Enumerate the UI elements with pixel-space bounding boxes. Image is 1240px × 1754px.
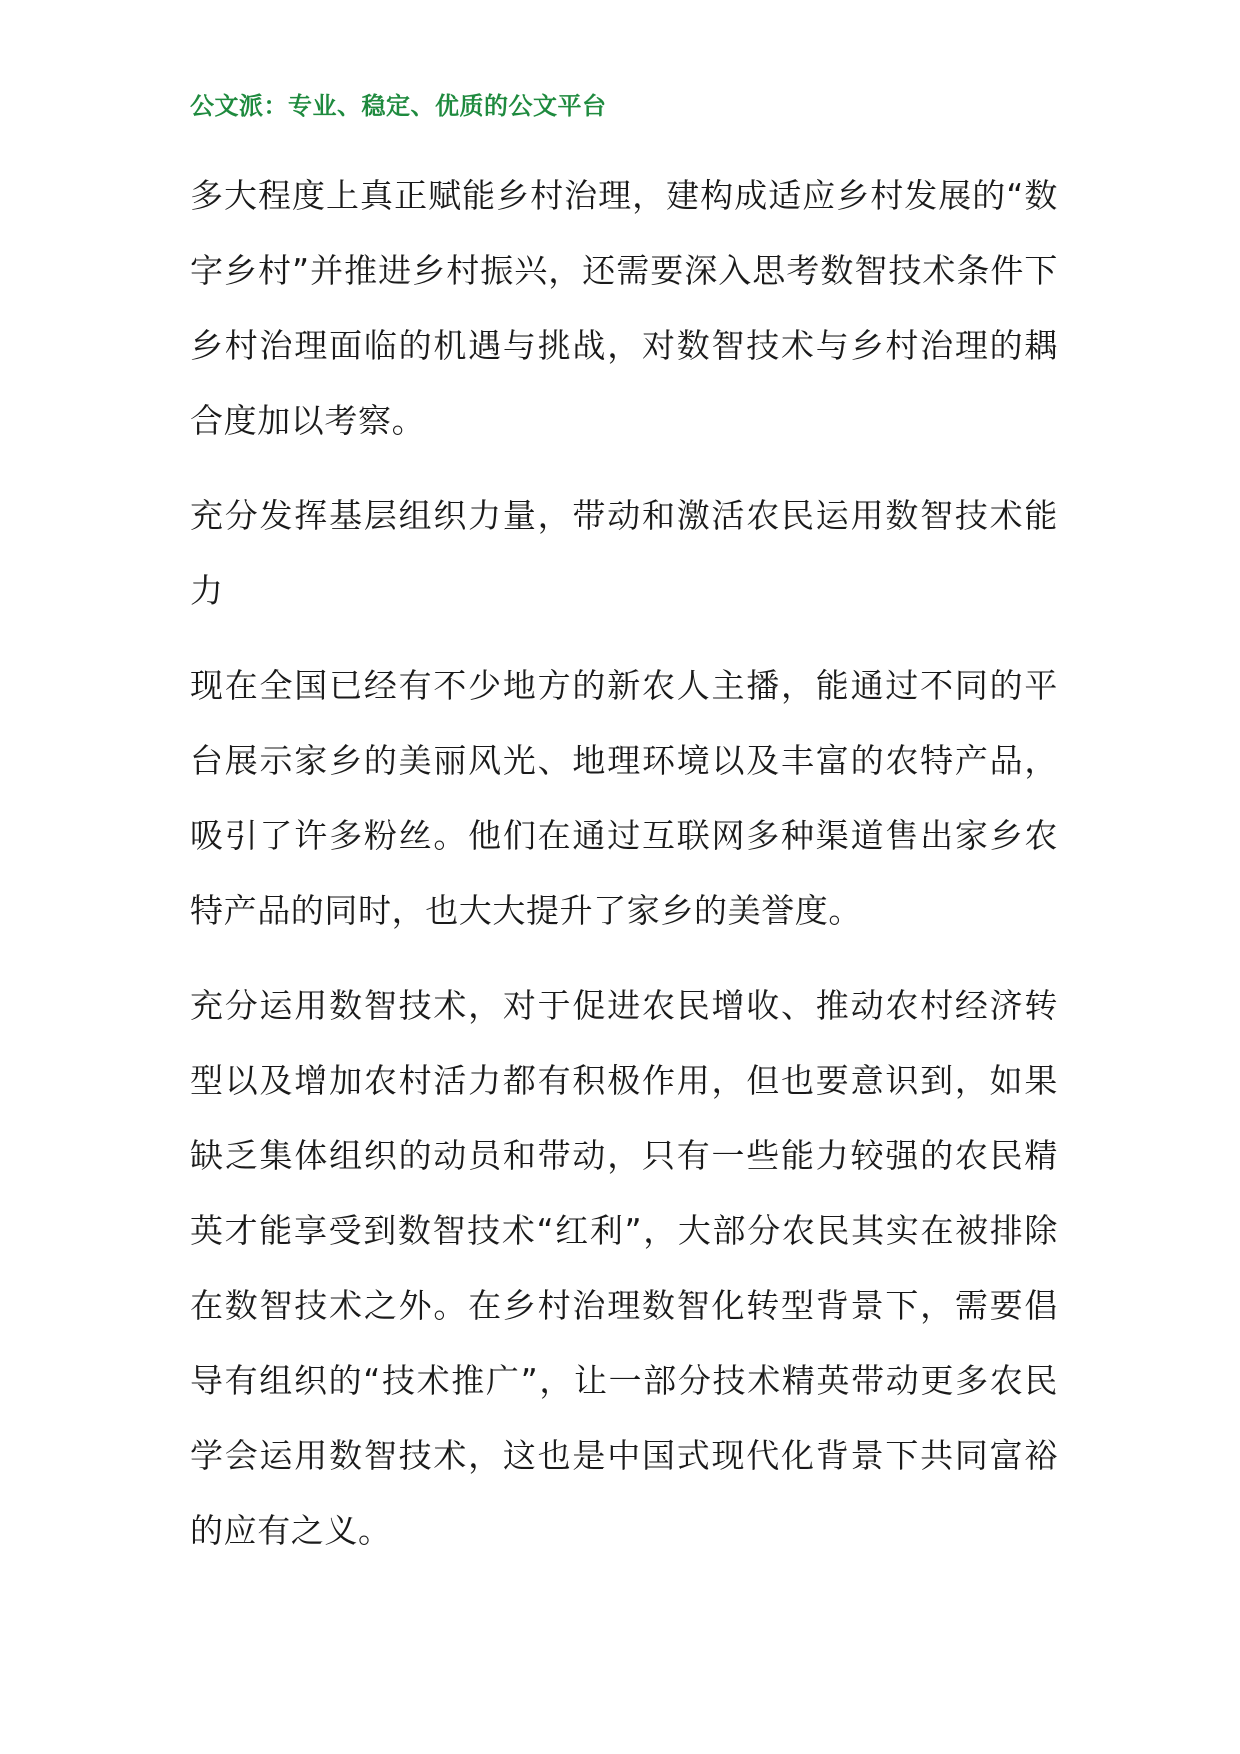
paragraph-digital-tech: 充分运用数智技术，对于促进农民增收、推动农村经济转型以及增加农村活力都有积极作用，但也要意识到，如果缺乏集体组织的动员和带动，只有一些能力较强的农民精英才能享受到数智技术“红利”，大部分农民其实在被排除在数智技术之外。在乡村治理数智化转型背景下，需要倡导有组织的“技术推广”，让一部分技术精英带动更多农民学会运用数智技术，这也是中国式现代化背景下共同富裕的应有之义。 bbox=[190, 986, 1058, 1550]
platform-header: 公文派：专业、稳定、优质的公文平台 bbox=[190, 92, 607, 120]
paragraph-intro: 多大程度上真正赋能乡村治理，建构成适应乡村发展的“数字乡村”并推进乡村振兴，还需要深入思考数智技术条件下乡村治理面临的机遇与挑战，对数智技术与乡村治理的耦合度加以考察。 bbox=[190, 176, 1058, 440]
paragraph-new-farmers: 现在全国已经有不少地方的新农人主播，能通过不同的平台展示家乡的美丽风光、地理环境以及丰富的农特产品，吸引了许多粉丝。他们在通过互联网多种渠道售出家乡农特产品的同时，也大大提升了家乡的美誉度。 bbox=[190, 666, 1058, 930]
article-body bbox=[190, 158, 1058, 1588]
section-heading: 充分发挥基层组织力量，带动和激活农民运用数智技术能力 bbox=[190, 496, 1058, 610]
